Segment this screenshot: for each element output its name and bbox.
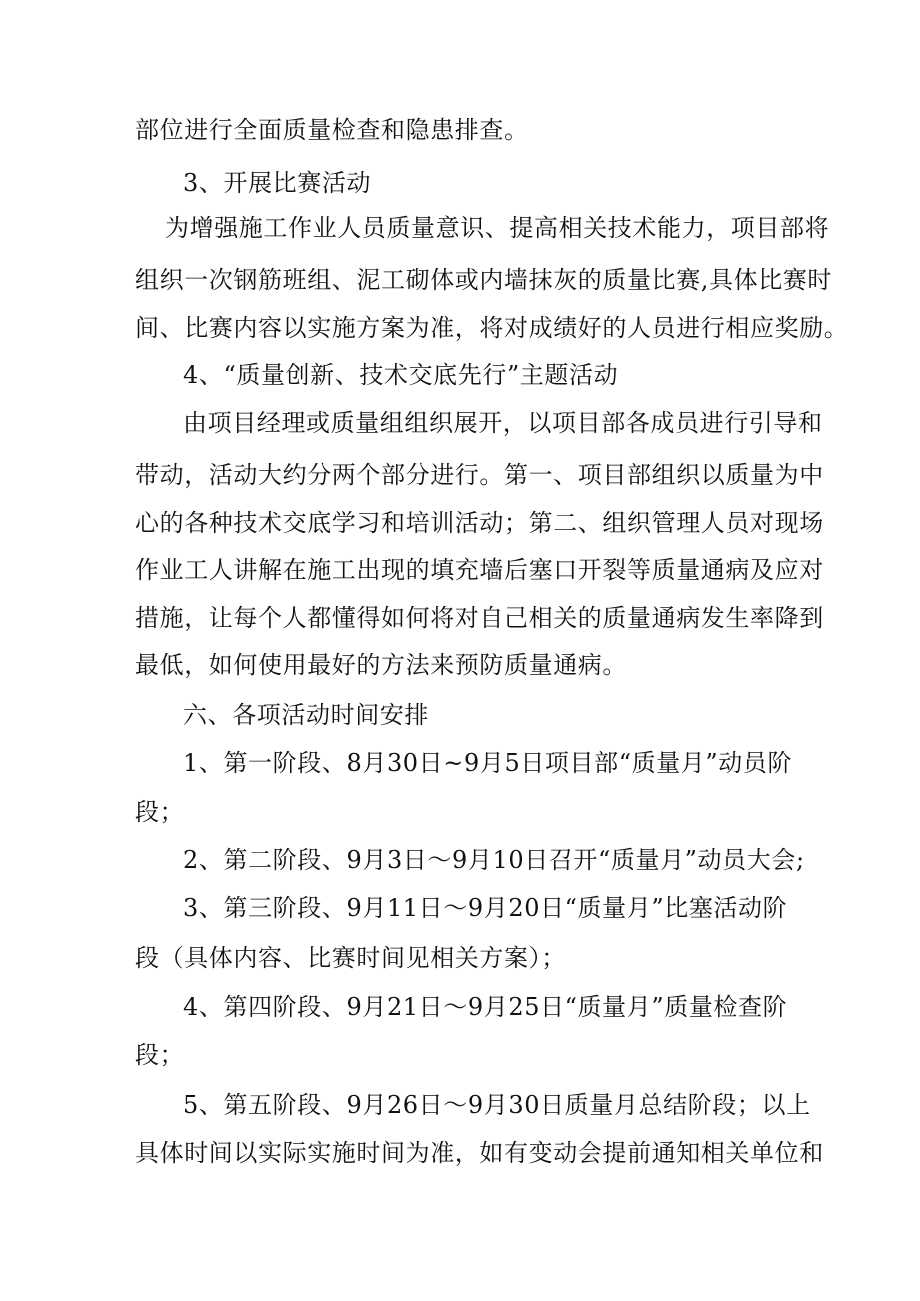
text-line: 组织一次钢筋班组、泥工砌体或内墙抹灰的质量比赛,具体比赛时	[135, 266, 833, 294]
text-line: 段；	[135, 798, 185, 826]
text-line: 段；	[135, 1041, 185, 1069]
text-line: 最低，如何使用最好的方法来预防质量通病。	[135, 651, 627, 679]
schedule-item: 4、第四阶段、9月21日～9月25日“质量月”质量检查阶	[183, 993, 788, 1021]
text-line: 具体时间以实际实施时间为准，如有变动会提前通知相关单位和	[135, 1139, 824, 1167]
text-line: 段（具体内容、比赛时间见相关方案）；	[135, 944, 566, 972]
text-line: 措施，让每个人都懂得如何将对自己相关的质量通病发生率降到	[135, 604, 824, 632]
section-heading: 六、各项活动时间安排	[183, 701, 429, 729]
text-line: 间、比赛内容以实施方案为准，将对成绩好的人员进行相应奖励。	[135, 314, 849, 342]
section-heading: 3、开展比赛活动	[183, 169, 372, 197]
text-line: 部位进行全面质量检查和隐患排查。	[135, 116, 529, 144]
text-line: 为增强施工作业人员质量意识、提高相关技术能力，项目部将	[165, 214, 830, 242]
text-line: 心的各种技术交底学习和培训活动；第二、组织管理人员对现场	[135, 509, 824, 537]
schedule-item: 5、第五阶段、9月26日～9月30日质量月总结阶段；以上	[183, 1091, 811, 1119]
schedule-item: 1、第一阶段、8月30日~9月5日项目部“质量月”动员阶	[183, 749, 793, 777]
text-line: 带动，活动大约分两个部分进行。第一、项目部组织以质量为中	[135, 461, 824, 489]
section-heading: 4、“质量创新、技术交底先行”主题活动	[183, 361, 619, 389]
schedule-item: 3、第三阶段、9月11日～9月20日“质量月”比塞活动阶	[183, 894, 788, 922]
text-line: 作业工人讲解在施工出现的填充墙后塞口开裂等质量通病及应对	[135, 556, 824, 584]
text-line: 由项目经理或质量组组织展开，以项目部各成员进行引导和	[183, 409, 823, 437]
schedule-item: 2、第二阶段、9月3日～9月10日召开“质量月”动员大会;	[183, 846, 805, 874]
